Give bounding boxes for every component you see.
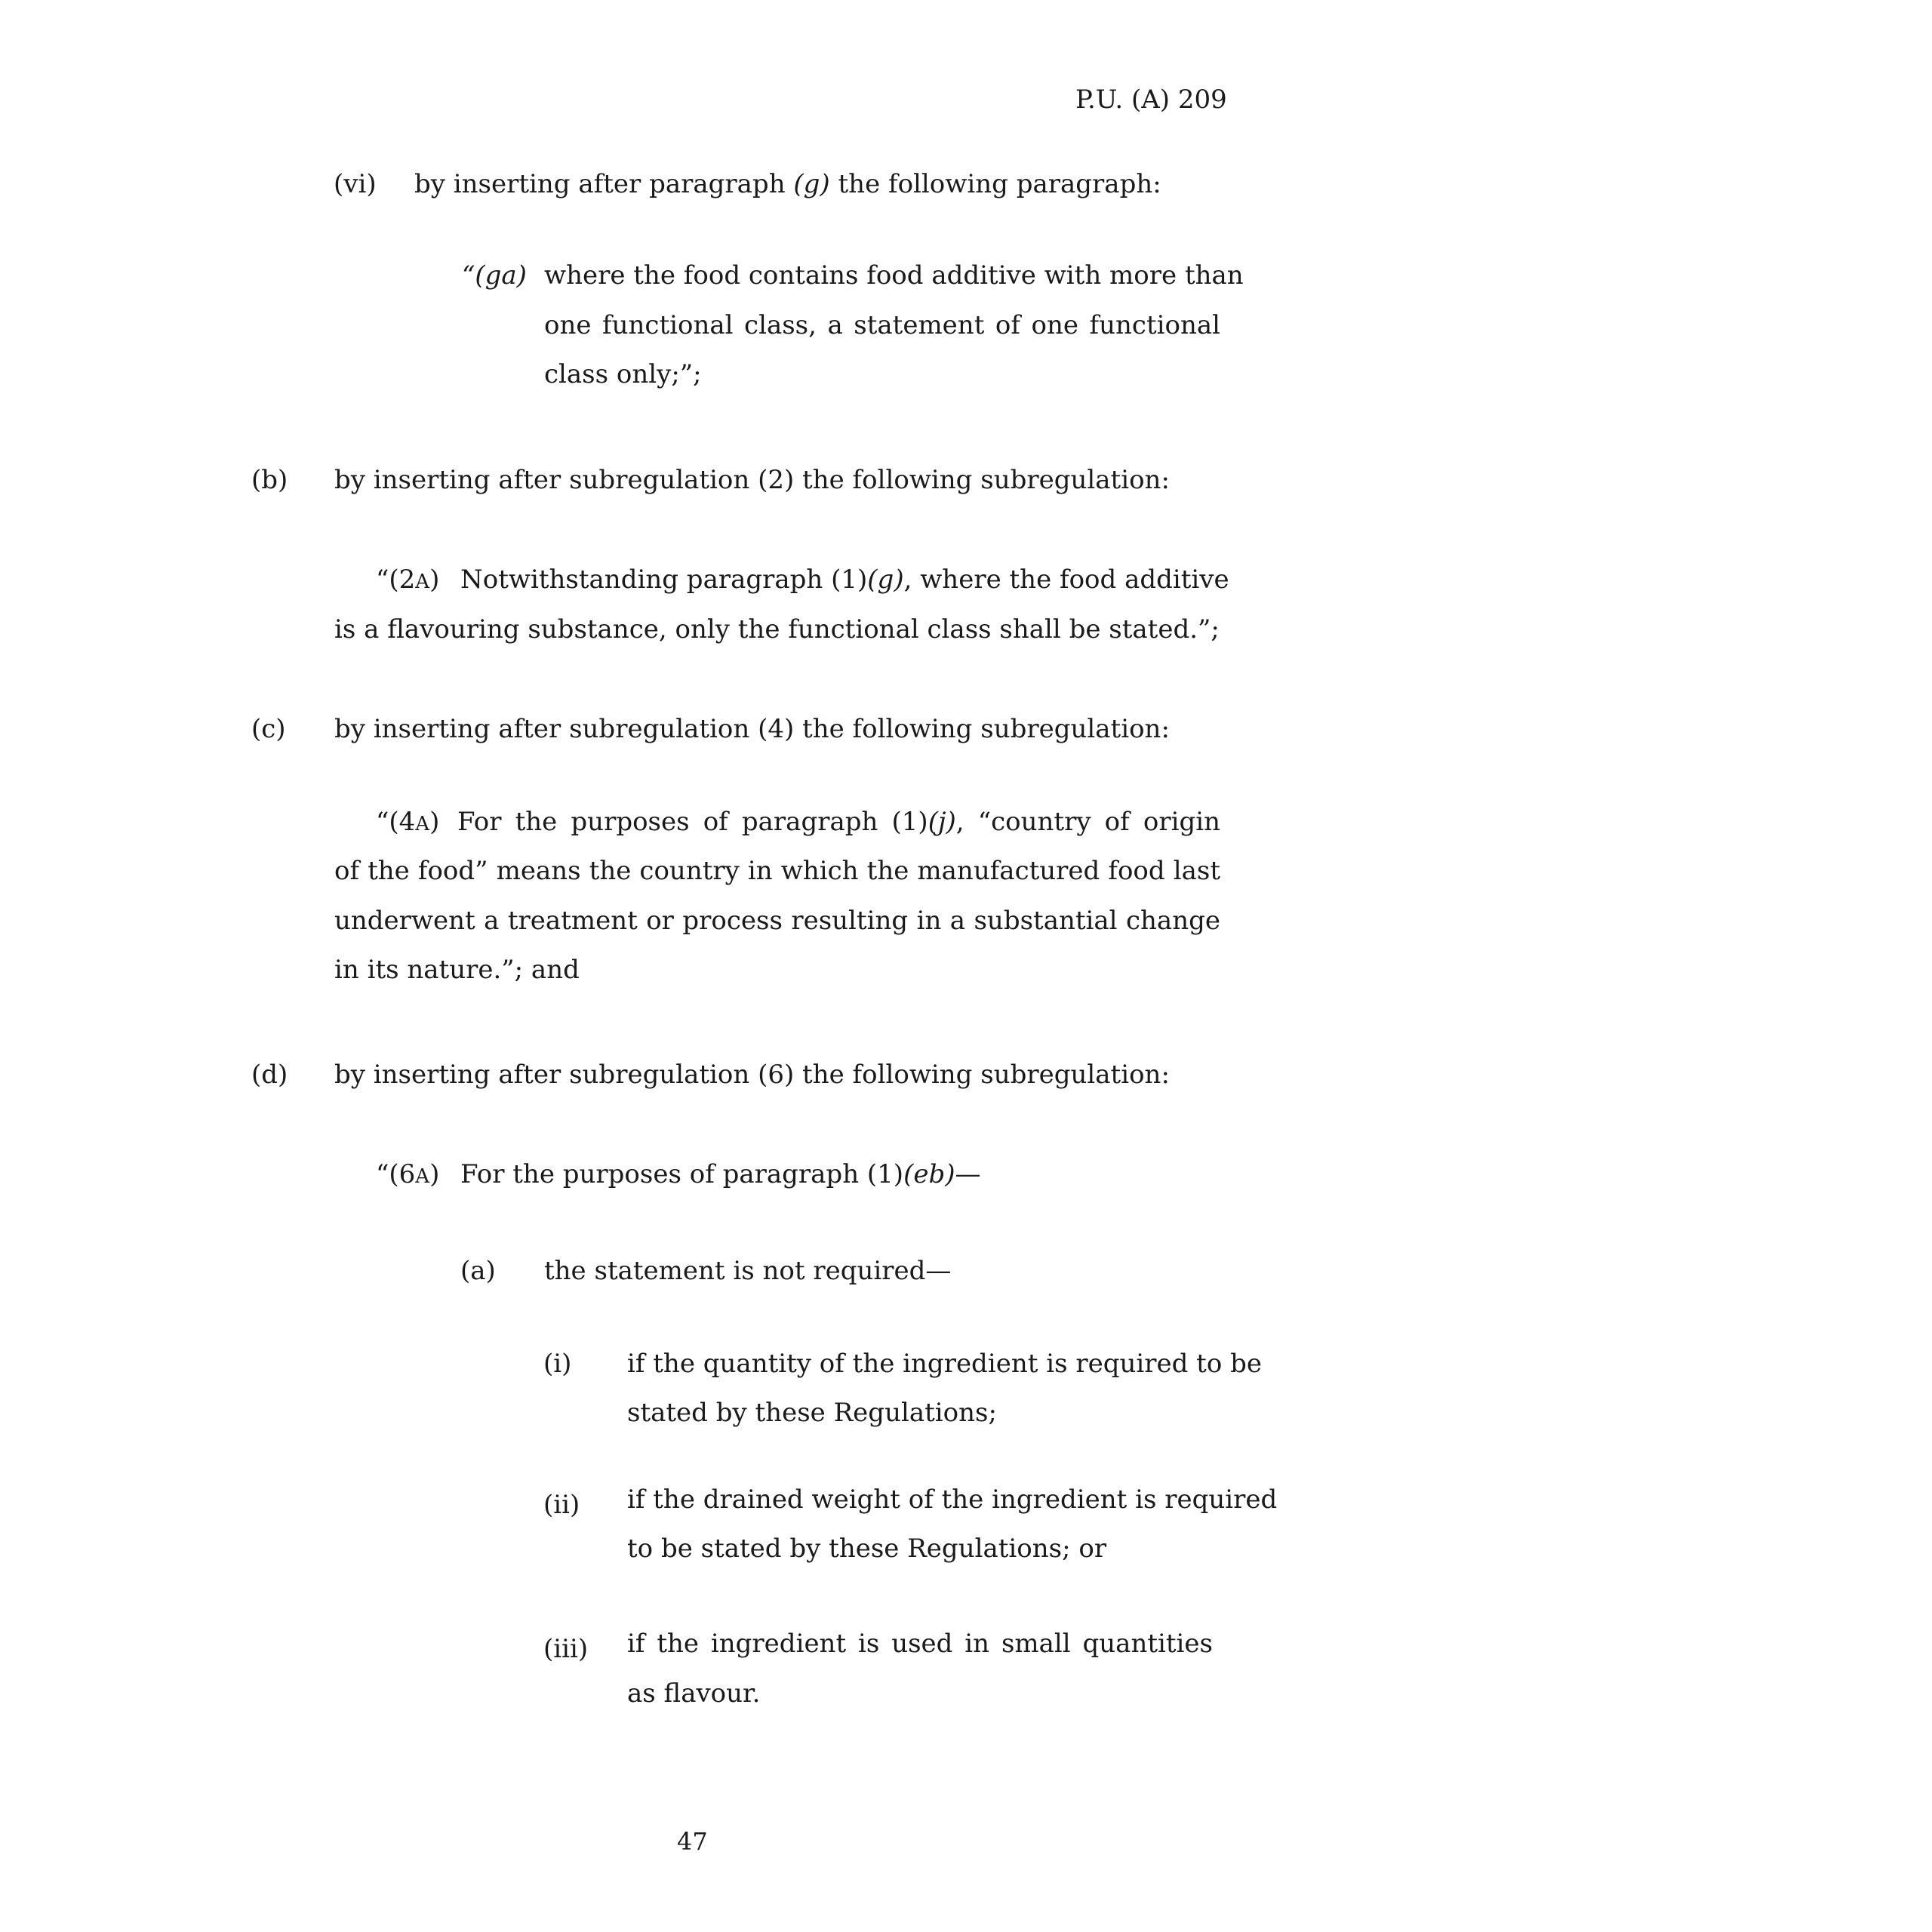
reg-4a-line-1 [457, 809, 1220, 835]
sub-ii-label: (ii) [543, 1490, 580, 1520]
reg-2a-line-1-pre: Notwithstanding paragraph (1) [460, 565, 868, 595]
item-vi-text [414, 171, 1161, 197]
reg-6a-smallcap: A [415, 1165, 430, 1188]
para-a-label: (a) [460, 1256, 496, 1286]
reg-2a-open: “(2 [376, 565, 416, 595]
reg-6a-open: “(6 [376, 1159, 416, 1189]
para-a-text: the statement is not required— [544, 1256, 952, 1286]
item-vi-text-pre: by inserting after paragraph [414, 169, 794, 199]
reg-4a-smallcap: A [415, 813, 430, 835]
reg-6a-text [460, 1161, 981, 1187]
sub-i-line-2: stated by these Regulations; [627, 1398, 997, 1428]
sub-iii-label: (iii) [543, 1634, 589, 1664]
reg-4a-close: ) [429, 807, 440, 837]
reg-4a-line-4: in its nature.”; and [334, 955, 580, 985]
para-ga-line-3: class only;”; [544, 359, 702, 389]
sub-iii-line-2: as flavour. [627, 1678, 761, 1709]
reg-4a-line-1-ital: (j) [928, 807, 956, 837]
reg-6a-text-pre: For the purposes of paragraph (1) [460, 1159, 904, 1189]
item-b-label: (b) [251, 465, 288, 495]
reg-2a-close: ) [429, 565, 440, 595]
item-d-text: by inserting after subregulation (6) the following subregulation: [334, 1060, 1170, 1090]
reg-2a-smallcap: A [415, 571, 430, 593]
item-c-label: (c) [251, 714, 286, 744]
page-reference: P.U. (A) 209 [1075, 85, 1227, 115]
reg-2a-line-1 [460, 565, 1229, 595]
page-number: 47 [677, 1827, 708, 1856]
item-c-text: by inserting after subregulation (4) the following subregulation: [334, 714, 1170, 744]
sub-iii-line-1: if the ingredient is used in small quantities [627, 1629, 1213, 1659]
reg-6a-text-post: — [955, 1159, 981, 1189]
sub-i-line-1: if the quantity of the ingredient is required to be [627, 1349, 1263, 1379]
reg-6a-text-ital: (eb) [903, 1159, 955, 1189]
reg-2a-label [376, 565, 440, 595]
reg-2a-line-1-post: , where the food additive [903, 565, 1229, 595]
reg-4a-line-1-pre: For the purposes of paragraph (1) [457, 807, 928, 837]
reg-2a-line-2: is a flavouring substance, only the functional class shall be stated.”; [334, 614, 1220, 645]
reg-4a-line-2: of the food” means the country in which the manufactured food last [334, 856, 1220, 886]
sub-ii-line-2: to be stated by these Regulations; or [627, 1534, 1107, 1564]
item-vi-label: (vi) [334, 169, 377, 199]
para-ga-label: “(ga) [462, 260, 527, 291]
reg-2a-line-1-ital: (g) [867, 565, 904, 595]
reg-6a-label [376, 1161, 439, 1187]
reg-4a-line-1-post: , “country of origin [955, 807, 1220, 837]
sub-ii-line-1: if the drained weight of the ingredient is required [627, 1484, 1278, 1515]
item-d-label: (d) [251, 1060, 288, 1090]
item-vi-text-post: the following paragraph: [829, 169, 1161, 199]
reg-4a-line-3: underwent a treatment or process resulting in a substantial change [334, 906, 1220, 936]
para-ga-line-1: where the food contains food additive with more than [544, 260, 1244, 291]
reg-6a-close: ) [429, 1159, 440, 1189]
sub-i-label: (i) [543, 1349, 572, 1379]
item-b-text: by inserting after subregulation (2) the following subregulation: [334, 465, 1170, 495]
reg-4a-open: “(4 [376, 807, 416, 837]
item-vi-text-ital: (g) [793, 169, 830, 199]
reg-4a-label [376, 809, 439, 835]
para-ga-line-2: one functional class, a statement of one functional [544, 310, 1220, 340]
